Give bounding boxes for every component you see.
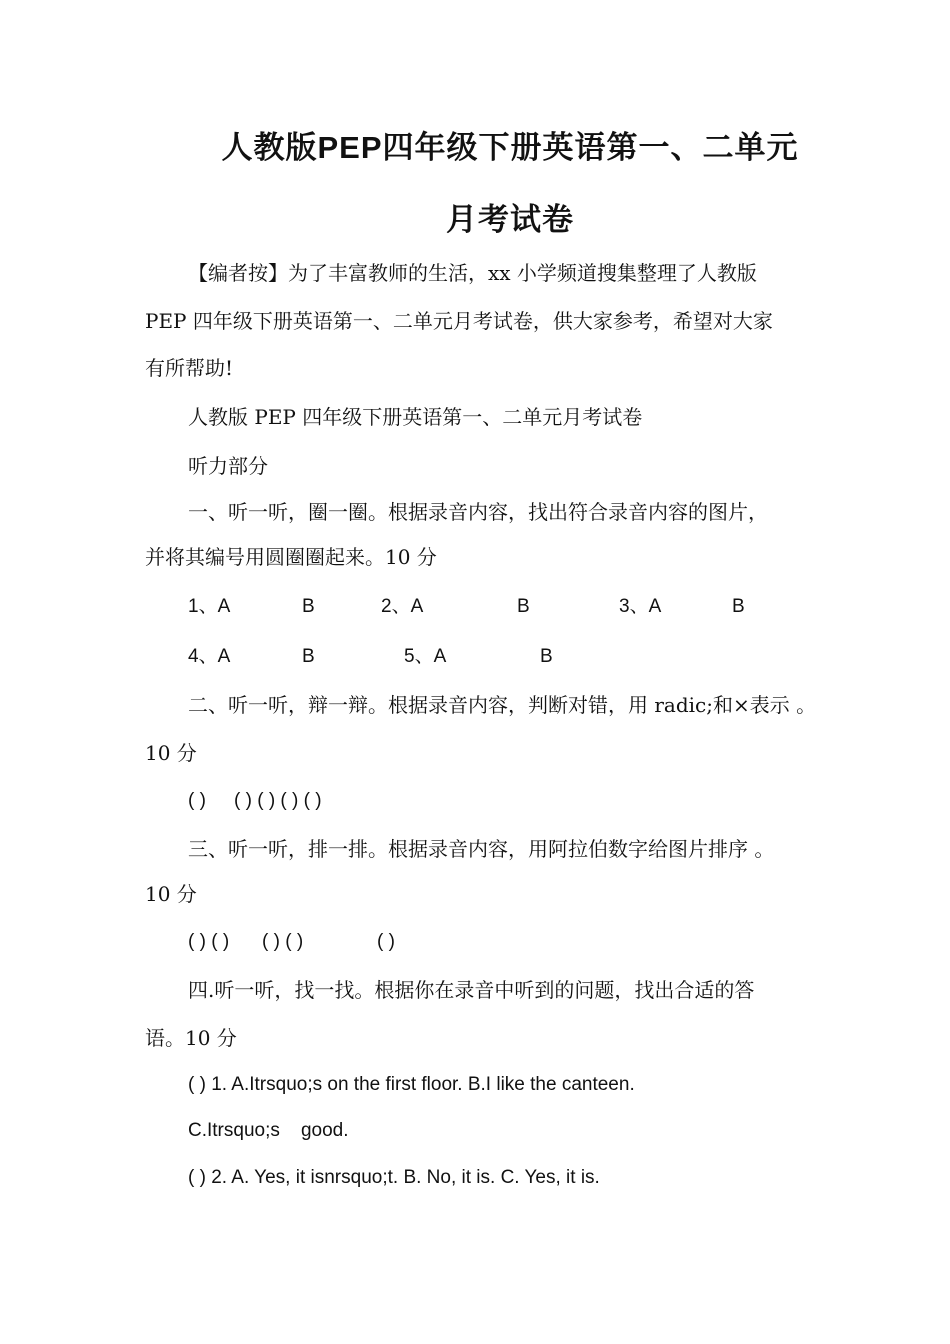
q3-blank-group-a: ( ) ( ) bbox=[188, 931, 230, 952]
question-4-item-1-line-1: ( ) 1. A.Itrsquo;s on the first floor. B.I like the canteen. bbox=[188, 1074, 635, 1095]
q3-blank-group-c: ( ) bbox=[377, 931, 395, 952]
q1-item-5-option-b: B bbox=[540, 646, 553, 667]
q2-blank-group-b: ( ) ( ) ( ) ( ) bbox=[234, 790, 322, 811]
question-4-item-2: ( ) 2. A. Yes, it isnrsquo;t. B. No, it is. C. Yes, it is. bbox=[188, 1167, 600, 1188]
q1-item-2-option-b: B bbox=[517, 596, 530, 617]
q1-item-3-option-a: 3、A bbox=[619, 596, 662, 617]
q1-item-4-option-b: B bbox=[302, 646, 315, 667]
q1-item-2-option-a: 2、A bbox=[381, 596, 424, 617]
editor-note-line-1: 【编者按】为了丰富教师的生活，xx 小学频道搜集整理了人教版 bbox=[188, 261, 757, 285]
document-title-line-2: 月考试卷 bbox=[446, 202, 574, 237]
question-3-instruction-line-1: 三、听一听，排一排。根据录音内容，用阿拉伯数字给图片排序 。 bbox=[188, 837, 775, 861]
question-1-instruction-line-1: 一、听一听，圈一圈。根据录音内容，找出符合录音内容的图片， bbox=[188, 500, 768, 524]
question-4-item-1-line-2: C.Itrsquo;s good. bbox=[188, 1120, 349, 1141]
question-4-instruction-line-2: 语。10 分 bbox=[145, 1026, 237, 1050]
q1-item-3-option-b: B bbox=[732, 596, 745, 617]
q1-item-5-option-a: 5、A bbox=[404, 646, 447, 667]
question-1-instruction-line-2: 并将其编号用圆圈圈起来。10 分 bbox=[145, 545, 437, 569]
editor-note-line-2: PEP 四年级下册英语第一、二单元月考试卷，供大家参考，希望对大家 bbox=[145, 309, 773, 333]
question-2-instruction-line-1: 二、听一听，辩一辩。根据录音内容，判断对错，用 radic;和×表示 。 bbox=[188, 693, 817, 717]
q3-blank-group-b: ( ) ( ) bbox=[262, 931, 304, 952]
exam-subtitle: 人教版 PEP 四年级下册英语第一、二单元月考试卷 bbox=[188, 405, 643, 429]
q1-item-1-option-b: B bbox=[302, 596, 315, 617]
document-title-line-1: 人教版PEP四年级下册英语第一、二单元 bbox=[221, 130, 799, 165]
editor-note-line-3: 有所帮助! bbox=[145, 356, 234, 380]
question-2-instruction-line-2: 10 分 bbox=[145, 741, 197, 765]
q1-item-4-option-a: 4、A bbox=[188, 646, 231, 667]
q1-item-1-option-a: 1、A bbox=[188, 596, 231, 617]
question-3-instruction-line-2: 10 分 bbox=[145, 882, 197, 906]
question-4-instruction-line-1: 四.听一听，找一找。根据你在录音中听到的问题，找出合适的答 bbox=[188, 978, 755, 1002]
section-label-listening: 听力部分 bbox=[188, 454, 268, 478]
q2-blank-group-a: ( ) bbox=[188, 790, 206, 811]
